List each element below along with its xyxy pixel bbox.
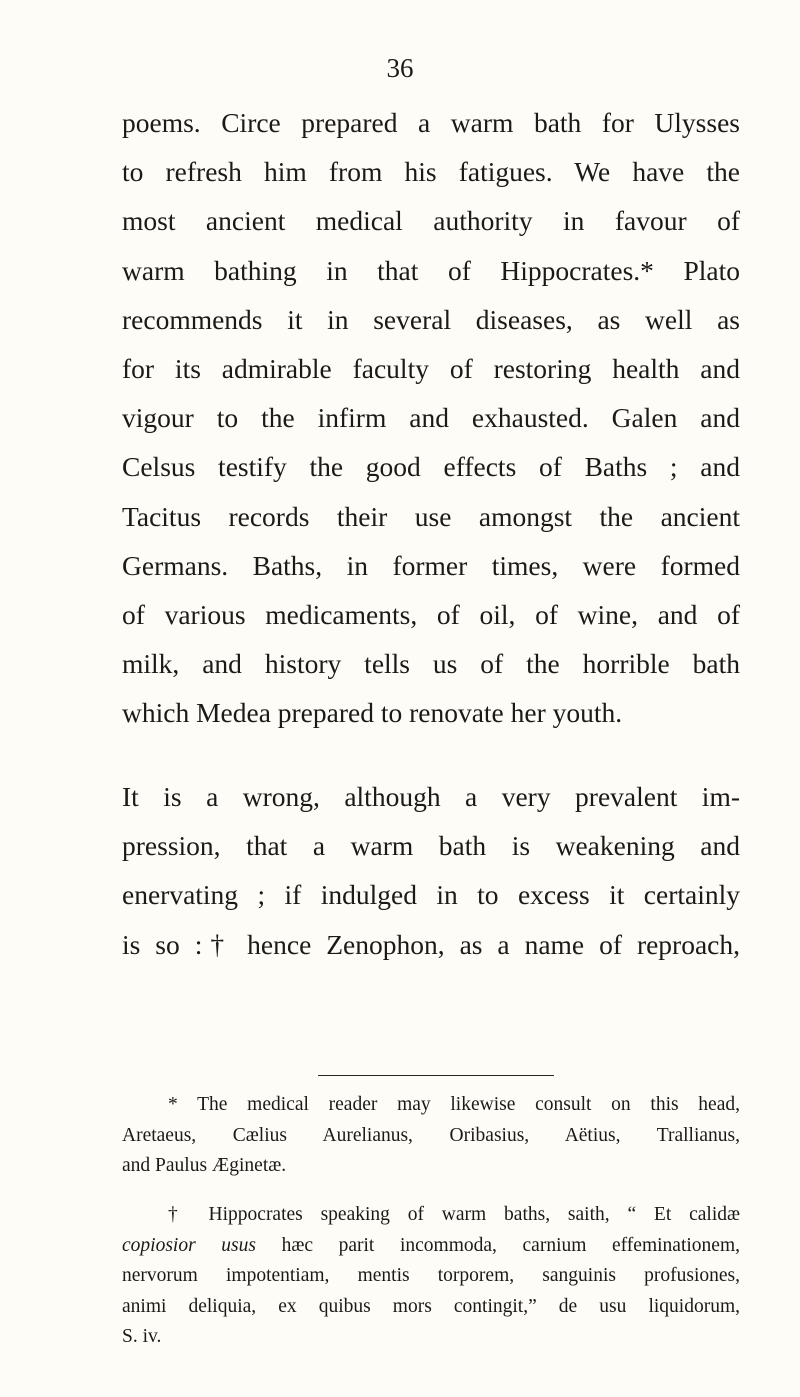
page-number: 36 — [386, 53, 414, 83]
text-line: Tacitus records their use amongst the ancient — [122, 500, 740, 532]
body-paragraph-1 — [122, 98, 740, 737]
footnote-line: and Paulus Æginetæ. — [122, 1155, 287, 1177]
text-line: Germans. Baths, in former times, were formed — [122, 549, 740, 581]
text-line: most ancient medical authority in favour of — [122, 205, 740, 237]
footnote-line: S. iv. — [122, 1326, 162, 1348]
footnote-2 — [122, 1200, 740, 1353]
footnote-line: Aretaeus, Cælius Aurelianus, Oribasius, Aëtius, Trallianus, — [122, 1124, 740, 1146]
text-line: milk, and history tells us of the horrible bath — [122, 648, 740, 680]
footnote-line — [122, 1231, 740, 1262]
text-line: poems. Circe prepared a warm bath for Ulysses — [122, 107, 740, 138]
text-line: is so :† hence Zenophon, as a name of reproach, — [122, 928, 740, 960]
text-line: of various medicaments, of oil, of wine, and of — [122, 598, 740, 630]
body-paragraph-2 — [122, 772, 740, 969]
text-line: It is a wrong, although a very prevalent im- — [122, 781, 740, 812]
text-line: for its admirable faculty of restoring health and — [122, 352, 740, 384]
footnote-separator — [318, 1075, 554, 1076]
text-line: recommends it in several diseases, as well as — [122, 303, 740, 335]
footnote-line: * The medical reader may likewise consult on this head, — [168, 1094, 740, 1115]
footnote-line: animi deliquia, ex quibus mors contingit,” de usu liquidorum, — [122, 1295, 740, 1317]
footnote-line-rest: hæc parit incommoda, carnium effeminationem, — [255, 1234, 740, 1256]
footnote-line: nervorum impotentiam, mentis torporem, sanguinis profusiones, — [122, 1265, 740, 1287]
footnote-1 — [122, 1090, 740, 1182]
text-line: vigour to the infirm and exhausted. Galen and — [122, 402, 740, 434]
text-line: which Medea prepared to renovate her youth. — [122, 697, 623, 729]
text-line: to refresh him from his fatigues. We have the — [122, 156, 740, 188]
text-line: Celsus testify the good effects of Baths ; and — [122, 451, 740, 483]
text-line: pression, that a warm bath is weakening and — [122, 830, 740, 862]
text-line: warm bathing in that of Hippocrates.* Plato — [122, 254, 740, 286]
footnote-line: † Hippocrates speaking of warm baths, saith, “ Et calidæ — [168, 1204, 740, 1225]
footnote-italic-phrase: copiosior usus — [122, 1234, 256, 1256]
text-line: enervating ; if indulged in to excess it certainly — [122, 879, 740, 911]
